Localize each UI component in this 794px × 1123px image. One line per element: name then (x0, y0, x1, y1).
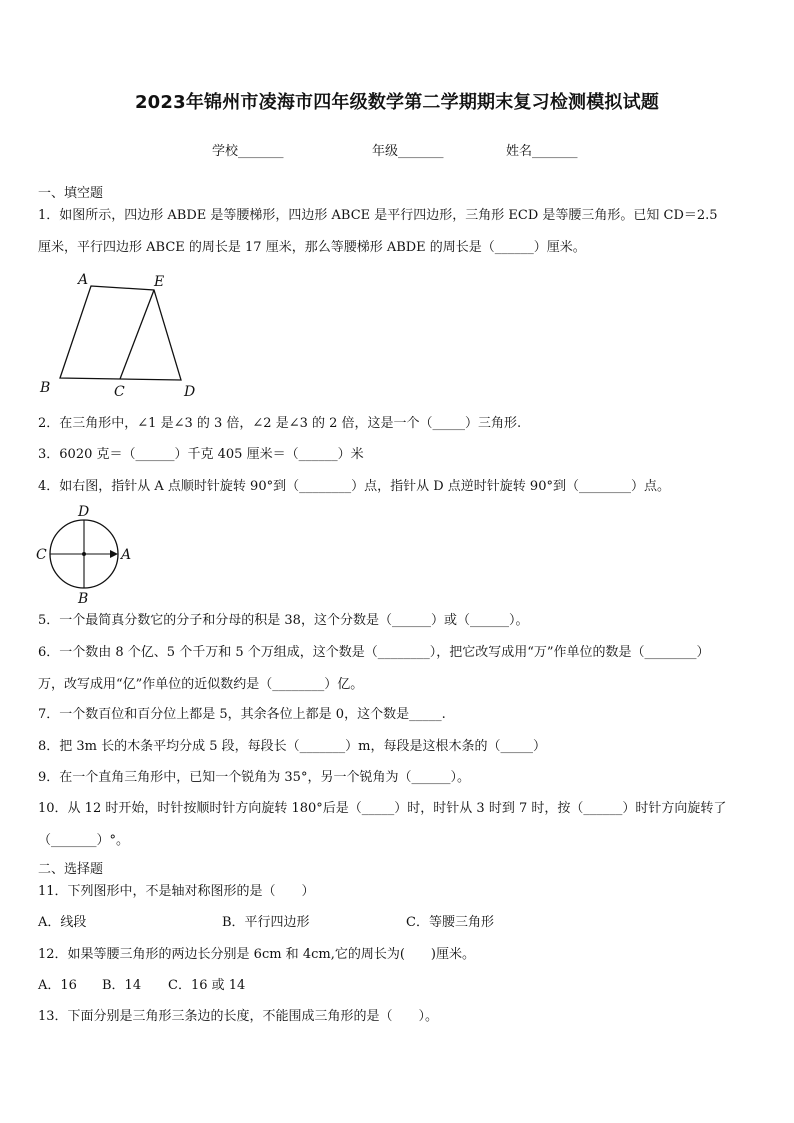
question-7: 7．一个数百位和百分位上都是 5，其余各位上都是 0，这个数是_____. (38, 707, 446, 722)
label-c: C (114, 384, 125, 400)
question-13: 13．下面分别是三角形三条边的长度，不能围成三角形的是（ ）。 (38, 1009, 439, 1024)
trapezoid-outline (60, 286, 181, 380)
question-6-line-2: 万，改写成用“亿”作单位的近似数约是（________）亿。 (38, 677, 364, 692)
question-6-line-1: 6．一个数由 8 个亿、5 个千万和 5 个万组成，这个数是（________），把它改写成用“万”作单位的数是（________） (38, 645, 710, 660)
question-11-option-c: C．等腰三角形 (406, 915, 494, 930)
label-c: C (36, 547, 47, 563)
question-2: 2．在三角形中，∠1 是∠3 的 3 倍，∠2 是∠3 的 2 倍，这是一个（_____）三角形. (38, 416, 522, 431)
label-d: D (184, 384, 196, 400)
dial-center (82, 552, 86, 556)
question-11-option-a: A．线段 (38, 915, 87, 930)
label-d: D (78, 504, 90, 520)
label-a: A (78, 272, 89, 288)
clock-dial-figure (34, 502, 138, 606)
question-12-option-b: B．14 (102, 978, 142, 993)
label-e: E (154, 274, 165, 290)
question-12-option-a: A．16 (38, 978, 77, 993)
pointer-arrowhead (110, 550, 118, 558)
question-12-option-c: C．16 或 14 (168, 978, 246, 993)
question-11-option-b: B．平行四边形 (222, 915, 310, 930)
question-10-line-2: （_______）°。 (38, 833, 130, 848)
name-field: 姓名_______ (506, 144, 578, 159)
label-b: B (40, 380, 51, 396)
section-multiple-choice: 二、选择题 (38, 862, 104, 877)
question-5: 5．一个最简真分数它的分子和分母的积是 38，这个分数是（______）或（______）。 (38, 613, 529, 628)
question-3: 3．6020 克＝（______）千克 405 厘米＝（______）米 (38, 447, 364, 462)
label-a: A (121, 547, 132, 563)
question-10-line-1: 10．从 12 时开始，时针按顺时针方向旋转 180°后是（_____）时，时针从 3 时到 7 时，按（______）时针方向旋转了 (38, 801, 727, 816)
question-9: 9．在一个直角三角形中，已知一个锐角为 35°，另一个锐角为（______）。 (38, 770, 470, 785)
question-11: 11．下列图形中，不是轴对称图形的是（ ） (38, 884, 315, 899)
question-1-line-1: 1．如图所示，四边形 ABDE 是等腰梯形，四边形 ABCE 是平行四边形，三角形 ECD 是等腰三角形。已知 CD＝2.5 (38, 208, 718, 223)
page-title: 2023年锦州市凌海市四年级数学第二学期期末复习检测模拟试题 (134, 92, 660, 113)
trapezoid-figure (34, 268, 204, 402)
segment-ec (120, 290, 154, 379)
question-8: 8．把 3m 长的木条平均分成 5 段，每段长（_______）m，每段是这根木条的（_____） (38, 739, 546, 754)
question-1-line-2: 厘米，平行四边形 ABCE 的周长是 17 厘米，那么等腰梯形 ABDE 的周长是（______）厘米。 (38, 240, 586, 255)
question-12: 12．如果等腰三角形的两边长分别是 6cm 和 4cm,它的周长为( )厘米。 (38, 947, 475, 962)
label-b: B (78, 591, 89, 606)
question-4: 4．如右图，指针从 A 点顺时针旋转 90°到（________）点，指针从 D 点逆时针旋转 90°到（________）点。 (38, 479, 670, 494)
school-field: 学校_______ (212, 144, 284, 159)
section-fill-blank: 一、填空题 (38, 186, 104, 201)
grade-field: 年级_______ (372, 144, 444, 159)
